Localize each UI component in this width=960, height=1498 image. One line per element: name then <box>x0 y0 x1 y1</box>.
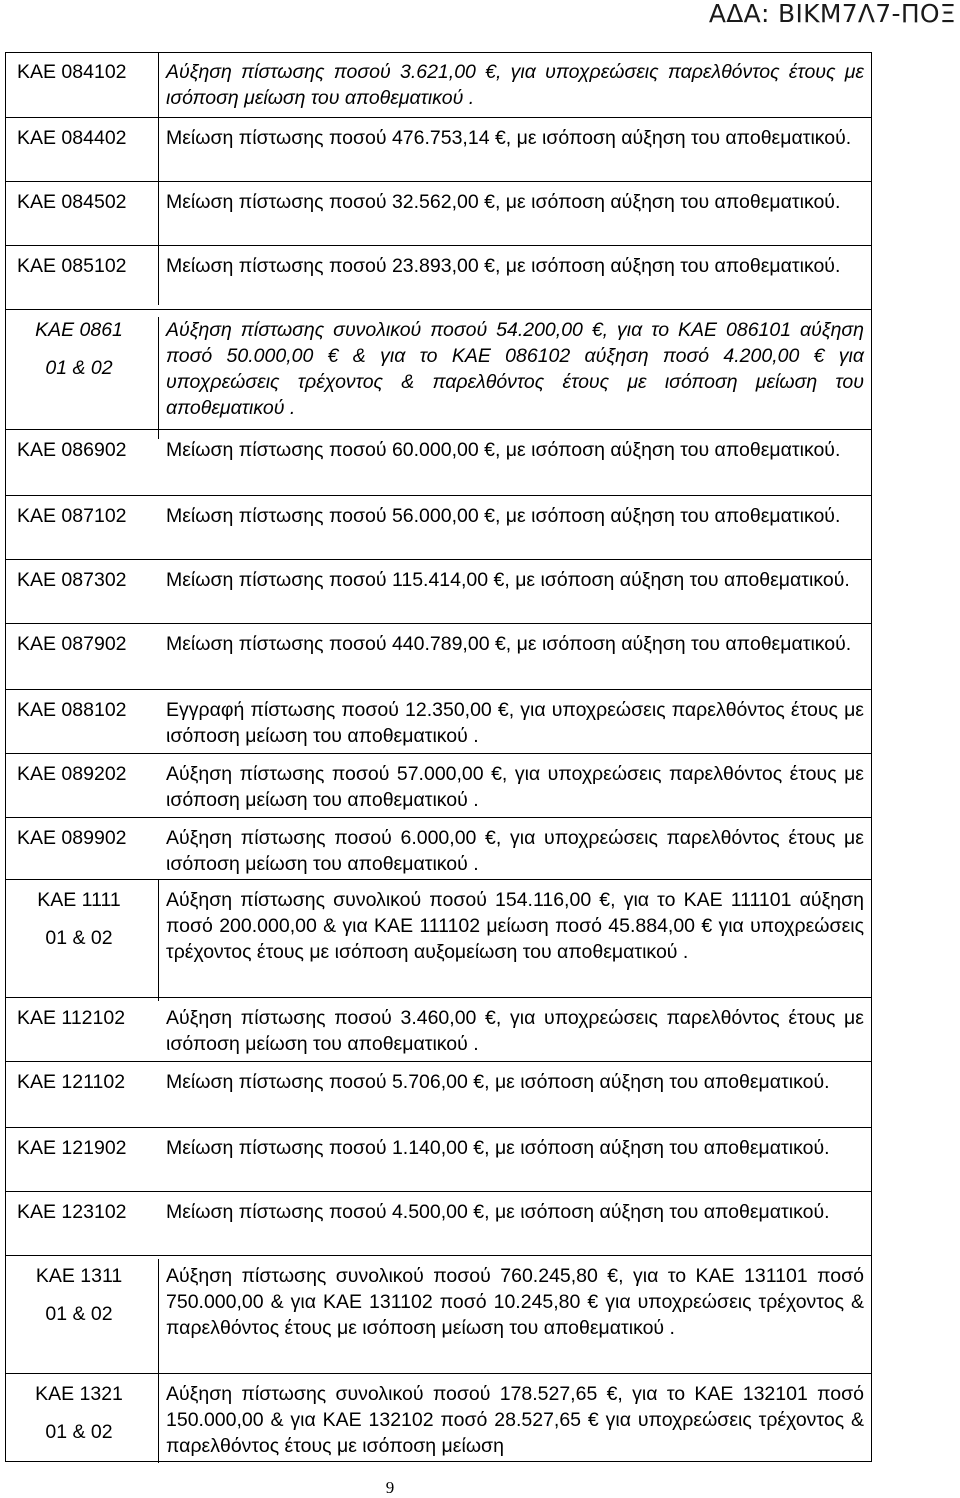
kae-code <box>6 1381 152 1445</box>
kae-code-line: ΚΑΕ 0861 <box>35 319 123 341</box>
row-divider <box>6 1127 871 1128</box>
kae-code-line: ΚΑΕ 087902 <box>17 633 127 655</box>
row-divider <box>6 495 871 496</box>
kae-code <box>17 189 153 215</box>
row-divider <box>6 879 871 880</box>
row-divider <box>6 1191 871 1192</box>
row-divider <box>6 309 871 310</box>
row-divider <box>6 689 871 690</box>
row-divider <box>6 429 871 430</box>
kae-code <box>17 825 153 851</box>
kae-code-line: ΚΑΕ 121102 <box>17 1071 126 1093</box>
kae-code-line: ΚΑΕ 123102 <box>17 1201 127 1223</box>
row-divider <box>6 1061 871 1062</box>
kae-subcode-line: 01 & 02 <box>45 1303 113 1325</box>
kae-code <box>17 1069 153 1095</box>
column-divider <box>158 53 159 305</box>
kae-code <box>17 697 153 723</box>
row-divider <box>6 1373 871 1374</box>
kae-description: Μείωση πίστωσης ποσού 60.000,00 €, με ισόποση αύξηση του αποθεματικού. <box>166 439 841 461</box>
budget-table <box>5 52 872 1462</box>
kae-code-line: ΚΑΕ 1311 <box>35 1265 123 1287</box>
kae-code-line: ΚΑΕ 087302 <box>17 569 127 591</box>
kae-code <box>17 1199 153 1225</box>
kae-code-line: ΚΑΕ 085102 <box>17 255 127 277</box>
row-divider <box>6 817 871 818</box>
kae-description: Αύξηση πίστωσης ποσού 3.621,00 €, για υποχρεώσεις παρελθόντος έτους με ισόποση μείωση του αποθεματικού . <box>166 61 864 109</box>
kae-code-line: ΚΑΕ 084502 <box>17 191 127 213</box>
kae-description: Μείωση πίστωσης ποσού 23.893,00 €, με ισόποση αύξηση του αποθεματικού. <box>166 255 841 277</box>
kae-subcode-line: 01 & 02 <box>45 927 113 949</box>
row-divider <box>6 997 871 998</box>
kae-code-line: ΚΑΕ 084102 <box>17 61 127 83</box>
kae-code-line: ΚΑΕ 088102 <box>17 699 127 721</box>
kae-description: Μείωση πίστωσης ποσού 1.140,00 €, με ισόποση αύξηση του αποθεματικού. <box>166 1137 830 1159</box>
kae-description: Μείωση πίστωσης ποσού 56.000,00 €, με ισόποση αύξηση του αποθεματικού. <box>166 505 841 527</box>
kae-description: Μείωση πίστωσης ποσού 4.500,00 €, με ισόποση αύξηση του αποθεματικού. <box>166 1201 830 1223</box>
row-divider <box>6 623 871 624</box>
kae-code <box>6 1263 152 1327</box>
column-divider <box>158 317 159 439</box>
kae-code-line: ΚΑΕ 087102 <box>17 505 127 527</box>
kae-subcode-line: 01 & 02 <box>45 1421 113 1443</box>
kae-code <box>6 887 152 951</box>
column-divider <box>158 1259 159 1463</box>
kae-code <box>17 761 153 787</box>
kae-code <box>17 631 153 657</box>
kae-code-line: ΚΑΕ 089902 <box>17 827 127 849</box>
kae-description: Αύξηση πίστωσης συνολικού ποσού 54.200,00 €, για το ΚΑΕ 086101 αύξηση ποσό 50.000,00 € & για το ΚΑΕ 086102 αύξηση ποσό 4.200,00 € για υποχρεώσεις τρέχοντος & παρελθόντος έτους με ισόποση μείωση του αποθεματικού . <box>166 319 864 419</box>
kae-code <box>17 567 153 593</box>
kae-code-line: ΚΑΕ 112102 <box>17 1007 126 1029</box>
row-divider <box>6 559 871 560</box>
kae-description: Μείωση πίστωσης ποσού 476.753,14 €, με ισόποση αύξηση του αποθεματικού. <box>166 127 852 149</box>
kae-code-line: ΚΑΕ 084402 <box>17 127 127 149</box>
kae-code <box>17 437 153 463</box>
kae-code <box>17 1005 153 1031</box>
kae-code <box>6 317 152 381</box>
kae-description: Αύξηση πίστωσης ποσού 3.460,00 €, για υποχρεώσεις παρελθόντος έτους με ισόποση μείωση του αποθεματικού . <box>166 1007 864 1055</box>
ada-header: ΑΔΑ: ΒΙΚΜ7Λ7-ΠΟΞ <box>708 0 956 28</box>
kae-subcode-line: 01 & 02 <box>45 357 113 379</box>
kae-code-line: ΚΑΕ 1321 <box>35 1383 123 1405</box>
kae-description: Εγγραφή πίστωσης ποσού 12.350,00 €, για υποχρεώσεις παρελθόντος έτους με ισόποση μείωση του αποθεματικού . <box>166 699 864 747</box>
kae-description: Αύξηση πίστωσης συνολικού ποσού 154.116,00 €, για το ΚΑΕ 111101 αύξηση ποσό 200.000,00 & για ΚΑΕ 111102 μείωση ποσό 45.884,00 € για υποχρεώσεις τρέχοντος έτους με ισόποση αυξομείωση του αποθεματικού . <box>166 889 864 963</box>
row-divider <box>6 117 871 118</box>
kae-description: Αύξηση πίστωσης συνολικού ποσού 760.245,80 €, για το ΚΑΕ 131101 ποσό 750.000,00 & για ΚΑΕ 131102 ποσό 10.245,80 € για υποχρεώσεις τρέχοντος & παρελθόντος έτους με ισόποση μείωση του αποθεματικού . <box>166 1265 864 1339</box>
kae-description: Μείωση πίστωσης ποσού 440.789,00 €, με ισόποση αύξηση του αποθεματικού. <box>166 633 852 655</box>
kae-code-line: ΚΑΕ 086902 <box>17 439 127 461</box>
kae-code-line: ΚΑΕ 121902 <box>17 1137 127 1159</box>
kae-description: Αύξηση πίστωσης ποσού 57.000,00 €, για υποχρεώσεις παρελθόντος έτους με ισόποση μείωση του αποθεματικού . <box>166 763 864 811</box>
row-divider <box>6 1255 871 1256</box>
row-divider <box>6 245 871 246</box>
kae-description: Μείωση πίστωσης ποσού 5.706,00 €, με ισόποση αύξηση του αποθεματικού. <box>166 1071 830 1093</box>
kae-code <box>17 1135 153 1161</box>
page-number: 9 <box>385 1478 395 1497</box>
kae-code <box>17 125 153 151</box>
kae-description: Μείωση πίστωσης ποσού 115.414,00 €, με ισόποση αύξηση του αποθεματικού. <box>166 569 850 591</box>
kae-code <box>17 59 153 85</box>
row-divider <box>6 753 871 754</box>
kae-description: Αύξηση πίστωσης συνολικού ποσού 178.527,65 €, για το ΚΑΕ 132101 ποσό 150.000,00 & για ΚΑΕ 132102 ποσό 28.527,65 € για υποχρεώσεις τρέχοντος & παρελθόντος έτους με ισόποση μείωση <box>166 1383 864 1457</box>
kae-description: Αύξηση πίστωσης ποσού 6.000,00 €, για υποχρεώσεις παρελθόντος έτους με ισόποση μείωση του αποθεματικού . <box>166 827 864 875</box>
column-divider <box>158 879 159 1001</box>
kae-code-line: ΚΑΕ 1111 <box>37 889 121 911</box>
kae-code <box>17 253 153 279</box>
kae-code <box>17 503 153 529</box>
kae-description: Μείωση πίστωσης ποσού 32.562,00 €, με ισόποση αύξηση του αποθεματικού. <box>166 191 841 213</box>
row-divider <box>6 181 871 182</box>
kae-code-line: ΚΑΕ 089202 <box>17 763 127 785</box>
